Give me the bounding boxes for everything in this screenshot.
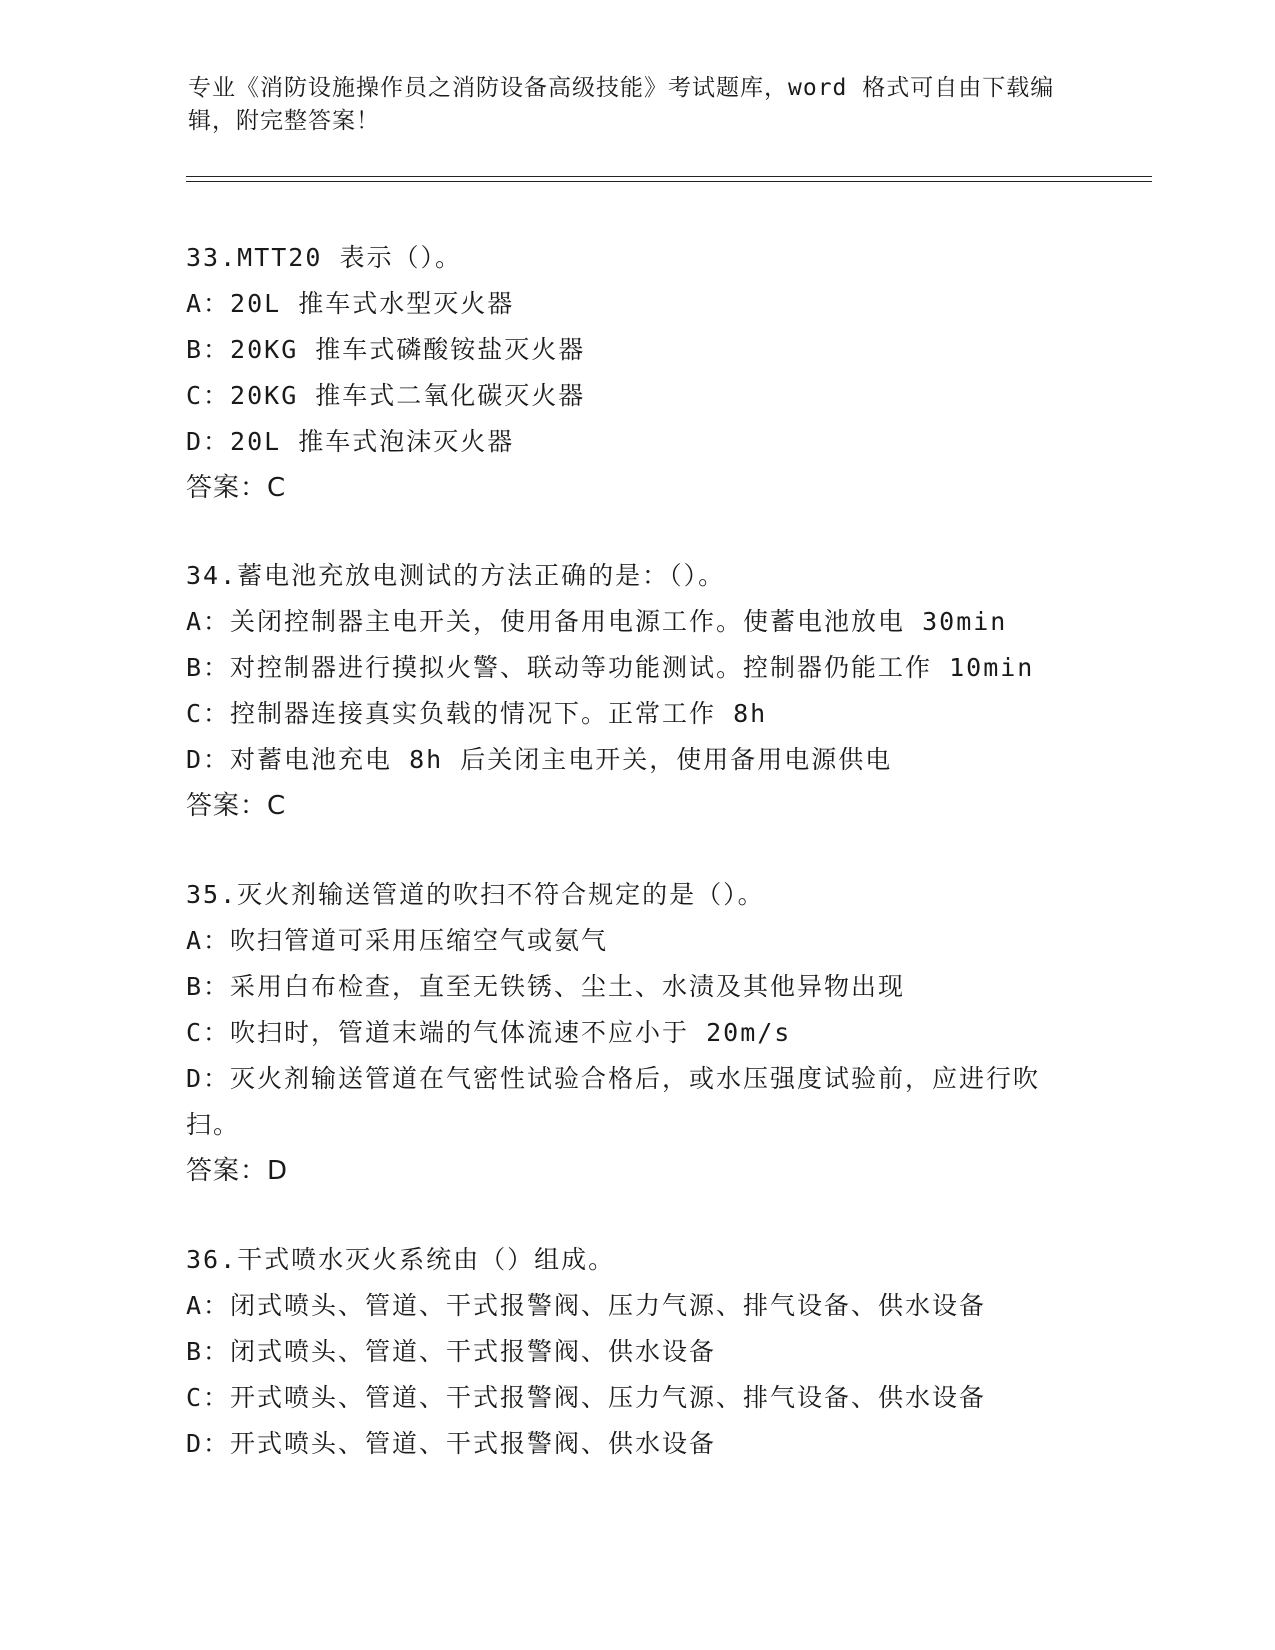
option-a: A：吹扫管道可采用压缩空气或氨气 [186,926,609,955]
header-divider-top [186,176,1152,177]
option-d: D：对蓄电池充电 8h 后关闭主电开关，使用备用电源供电 [186,745,893,774]
option-c: C：吹扫时，管道末端的气体流速不应小于 20m/s [186,1018,792,1047]
answer: 答案：C [186,473,287,503]
option-d: D：灭火剂输送管道在气密性试验合格后，或水压强度试验前，应进行吹扫。 [186,1064,1041,1139]
question-stem: 33.MTT20 表示（）。 [186,243,462,272]
question-stem: 34.蓄电池充放电测试的方法正确的是：（）。 [186,561,726,590]
option-d: D：20L 推车式泡沫灭火器 [186,427,515,456]
document-intro: 专业《消防设施操作员之消防设备高级技能》考试题库，word 格式可自由下载编辑，附完整答案！ [188,75,1055,134]
option-b: B：闭式喷头、管道、干式报警阀、供水设备 [186,1337,717,1366]
header-divider-bottom [186,181,1152,182]
option-c: C：开式喷头、管道、干式报警阀、压力气源、排气设备、供水设备 [186,1383,987,1412]
question-36 [186,1237,1086,1467]
option-b: B：对控制器进行摸拟火警、联动等功能测试。控制器仍能工作 10min [186,653,1035,682]
question-33 [186,235,1086,511]
option-c: C：20KG 推车式二氧化碳灭火器 [186,381,586,410]
option-a: A：闭式喷头、管道、干式报警阀、压力气源、排气设备、供水设备 [186,1291,987,1320]
option-a: A：关闭控制器主电开关，使用备用电源工作。使蓄电池放电 30min [186,607,1008,636]
option-d: D：开式喷头、管道、干式报警阀、供水设备 [186,1429,717,1458]
question-35 [186,872,1086,1194]
option-a: A：20L 推车式水型灭火器 [186,289,515,318]
answer: 答案：D [186,1156,289,1186]
option-b: B：采用白布检查，直至无铁锈、尘土、水渍及其他异物出现 [186,972,906,1001]
question-stem: 35.灭火剂输送管道的吹扫不符合规定的是（）。 [186,880,765,909]
question-stem: 36.干式喷水灭火系统由（）组成。 [186,1245,616,1274]
option-c: C：控制器连接真实负载的情况下。正常工作 8h [186,699,768,728]
question-34 [186,553,1086,829]
option-b: B：20KG 推车式磷酸铵盐灭火器 [186,335,586,364]
answer: 答案：C [186,791,287,821]
